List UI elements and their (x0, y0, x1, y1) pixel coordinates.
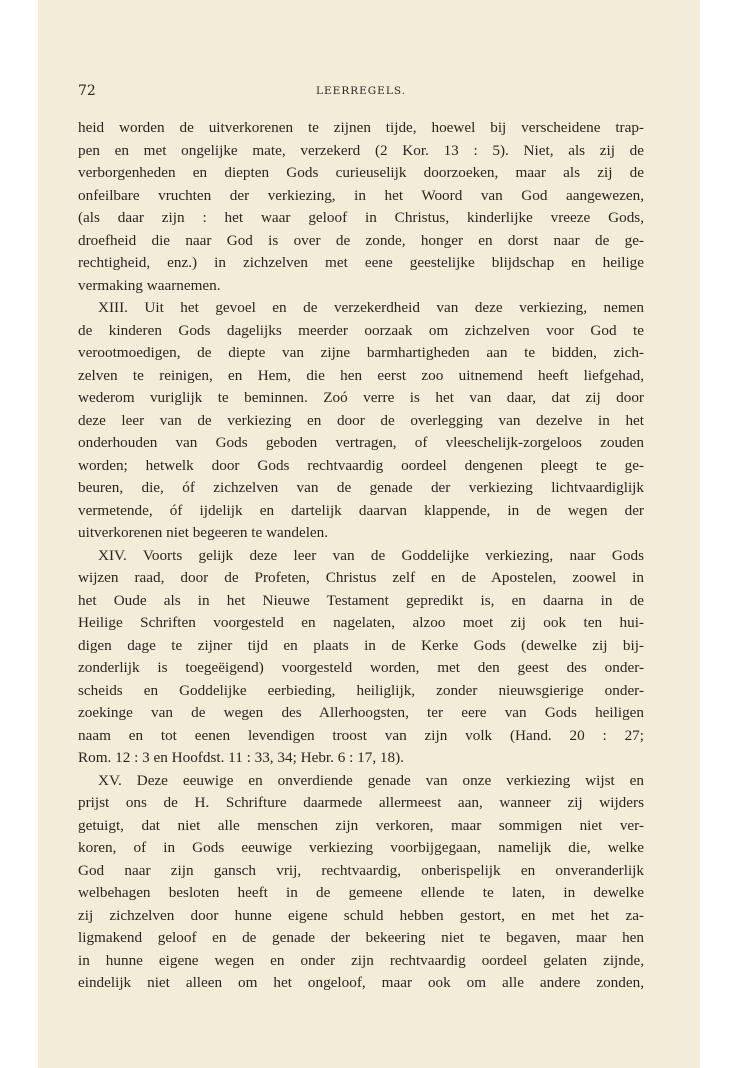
text-line: XV. Deze eeuwige en onverdiende genade van onze verkiezing wijst en (98, 771, 644, 789)
text-line: zoekinge van de wegen des Allerhoogsten, ter eere van Gods heiligen (78, 704, 644, 721)
text-line: onderhouden van Gods geboden vertragen, of vleeschelijk-zorgeloos zouden (78, 434, 644, 451)
text-line: uitverkorenen niet begeeren te wandelen. (78, 524, 329, 541)
text-line: rechtigheid, enz.) in zichzelven met eene geestelijke blijdschap en heilige (78, 254, 644, 271)
text-line: wijzen raad, door de Profeten, Christus zelf en de Apostelen, zoowel in (78, 569, 644, 586)
paragraph-xiii (78, 297, 644, 545)
body-text (78, 117, 644, 995)
text-line: zelven te reinigen, en Hem, die hen eerst zoo uitnemend heeft liefgehad, (78, 366, 644, 384)
text-line: in hunne eigene wegen en onder zijn rechtvaardig oordeel gelaten zijnde, (78, 951, 644, 969)
text-line: digen dage te zijner tijd en plaats in de Kerke Gods (dewelke zij bij- (78, 636, 644, 654)
text-line: (als daar zijn : het waar geloof in Christus, kinderlijke vreeze Gods, (78, 209, 644, 226)
text-line: eindelijk niet alleen om het ongeloof, maar ook om alle andere zonden, (78, 974, 644, 991)
text-line: ligmakend geloof en de genade der bekeering niet te begaven, maar hen (78, 929, 644, 946)
text-line: verootmoedigen, de diepte van zijne barmhartigheden aan te bidden, zich- (78, 344, 644, 361)
text-line: zij zichzelven door hunne eigene schuld hebben gestort, en met het za- (78, 906, 644, 924)
text-line: XIII. Uit het gevoel en de verzekerdheid van deze verkiezing, nemen (98, 299, 644, 316)
text-line: prijst ons de H. Schrifture daarmede allermeest aan, wanneer zij wijders (78, 794, 644, 811)
text-line: pen en met ongelijke mate, verzekerd (2 Kor. 13 : 5). Niet, als zij de (78, 141, 644, 159)
running-head: LEERREGELS. (316, 85, 406, 97)
text-line: God naar zijn gansch vrij, rechtvaardig, onberispelijk en onveranderlijk (78, 861, 644, 879)
text-line: naam en tot eenen levendigen troost van zijn volk (Hand. 20 : 27; (78, 726, 644, 744)
text-line: deze leer van de verkiezing en door de overlegging van dezelve in het (78, 411, 644, 429)
text-line: verborgenheden en diepten Gods curieuselijk doorzoeken, maar als zij de (78, 164, 644, 181)
text-line: het Oude als in het Nieuwe Testament gepredikt is, en daarna in de (78, 591, 644, 609)
text-line: welbehagen besloten heeft in de gemeene ellende te laten, in dewelke (78, 884, 644, 901)
text-line: zonderlijk is toegeëigend) voorgesteld worden, met den geest des onder- (78, 659, 644, 676)
paragraph-xv (78, 770, 644, 995)
text-line: koren, of in Gods eeuwige verkiezing voorbijgegaan, namelijk die, welke (78, 839, 644, 856)
text-line: getuigt, dat niet alle menschen zijn verkoren, maar sommigen niet ver- (78, 816, 644, 834)
text-line: droefheid die naar God is over de zonde, honger en dorst naar de ge- (78, 231, 644, 249)
page-header (78, 83, 644, 99)
text-line: vermaking waarnemen. (78, 276, 221, 294)
text-line: vermetende, óf ijdelijk en dartelijk daarvan klappende, in de wegen der (78, 501, 644, 519)
text-line: scheids en Goddelijke eerbieding, heiliglijk, zonder nieuwsgierige onder- (78, 681, 644, 699)
text-line: beuren, die, óf zichzelven van de genade der verkiezing lichtvaardiglijk (78, 479, 644, 496)
text-line: Rom. 12 : 3 en Hoofdst. 11 : 33, 34; Hebr. 6 : 17, 18). (78, 749, 404, 766)
text-line: XIV. Voorts gelijk deze leer van de Goddelijke verkiezing, naar Gods (98, 546, 644, 564)
text-line: onfeilbare vruchten der verkiezing, in het Woord van God aangewezen, (78, 186, 644, 204)
text-line: wederom vuriglijk te beminnen. Zoó verre is het van daar, dat zij door (78, 389, 644, 406)
text-line: worden; hetwelk door Gods rechtvaardig oordeel dengenen pleegt te ge- (78, 456, 644, 474)
text-line: Heilige Schriften voorgesteld en nagelaten, alzoo moet zij ook ten hui- (78, 614, 644, 631)
paragraph (78, 117, 644, 297)
text-line: de kinderen Gods dagelijks meerder oorzaak om zichzelven voor God te (78, 321, 644, 339)
page-number: 72 (78, 83, 96, 99)
text-line: heid worden de uitverkorenen te zijnen tijde, hoewel bij verscheidene trap- (78, 119, 644, 136)
paragraph-xiv (78, 545, 644, 770)
